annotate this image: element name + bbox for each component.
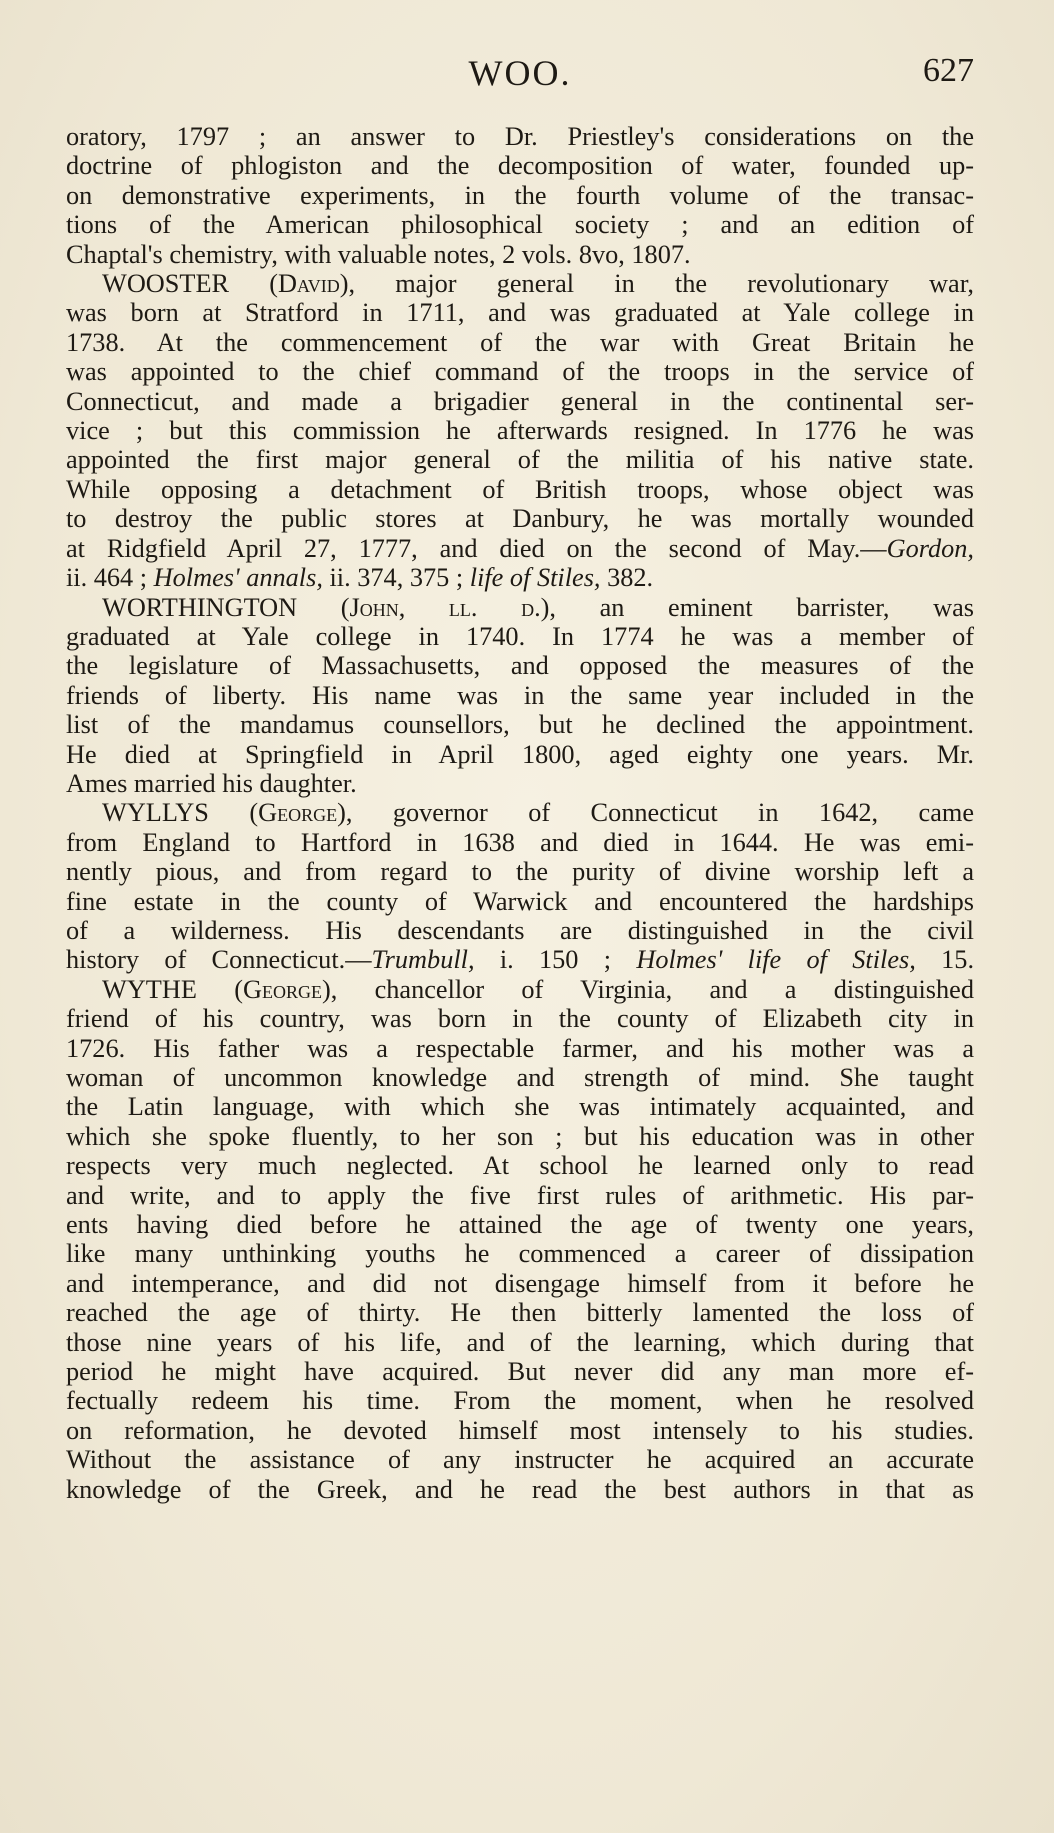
- text-line: and intemperance, and did not disengage himself from it before he: [66, 1268, 974, 1298]
- text-line: While opposing a detachment of British troops, whose object was: [66, 474, 974, 504]
- text-line: and write, and to apply the five first rules of arithmetic. His par-: [66, 1180, 974, 1210]
- entry-first-line: [66, 798, 974, 827]
- text-line: friend of his country, was born in the county of Elizabeth city in: [66, 1004, 974, 1034]
- text-line: [66, 945, 974, 974]
- citation: Holmes' life of Stiles,: [636, 945, 916, 975]
- text-line: He died at Springfield in April 1800, aged eighty one years. Mr.: [66, 739, 974, 769]
- text-line: Connecticut, and made a brigadier general in the continental ser-: [66, 386, 974, 416]
- text-line: period he might have acquired. But never did any man more ef-: [66, 1357, 974, 1387]
- text-line: knowledge of the Greek, and he read the best authors in that as: [66, 1474, 974, 1504]
- text-run: major general in the revolutionary war,: [355, 269, 974, 299]
- citation: Holmes' annals,: [153, 563, 323, 593]
- text-line: list of the mandamus counsellors, but he declined the appointment.: [66, 710, 974, 740]
- text-line: of a wilderness. His descendants are distinguished in the civil: [66, 915, 974, 945]
- text-line: vice ; but this commission he afterwards resigned. In 1776 he was: [66, 416, 974, 446]
- text-run: 15.: [915, 945, 975, 975]
- text-line: [66, 534, 974, 563]
- text-line: tions of the American philosophical society ; and an edition of: [66, 210, 974, 240]
- text-line: like many unthinking youths he commenced a career of dissipation: [66, 1239, 974, 1269]
- entry-first-line: [66, 975, 974, 1004]
- text-line: from England to Hartford in 1638 and died in 1644. He was emi-: [66, 827, 974, 857]
- page-header: [66, 52, 974, 112]
- text-line: Ames married his daughter.: [66, 768, 357, 798]
- text-line: to destroy the public stores at Danbury, he was mortally wounded: [66, 504, 974, 534]
- citation: Gordon,: [886, 533, 974, 563]
- text-line: doctrine of phlogiston and the decomposition of water, founded up-: [66, 151, 974, 181]
- text-line: Chaptal's chemistry, with valuable notes, 2 vols. 8vo, 1807.: [66, 239, 691, 269]
- page-number: 627: [923, 52, 974, 89]
- text-line: Without the assistance of any instructer he acquired an accurate: [66, 1445, 974, 1475]
- text-run: history of Connecticut.—: [66, 945, 372, 975]
- text-run: ii. 464 ;: [66, 563, 154, 593]
- entry-name: WORTHINGTON: [102, 592, 298, 622]
- entry-wyllys: [66, 798, 974, 974]
- text-line: respects very much neglected. At school he learned only to read: [66, 1151, 974, 1181]
- text-line: fectually redeem his time. From the moment, when he resolved: [66, 1386, 974, 1416]
- entry-worthington: [66, 593, 974, 799]
- text-line: which she spoke fluently, to her son ; but his education was in other: [66, 1121, 974, 1151]
- text-line: was born at Stratford in 1711, and was graduated at Yale college in: [66, 298, 974, 328]
- text-line: fine estate in the county of Warwick and encountered the hardships: [66, 886, 974, 916]
- text-run: chancellor of Virginia, and a distinguished: [337, 974, 974, 1004]
- text-line: 1738. At the commencement of the war with Great Britain he: [66, 327, 974, 357]
- running-head: WOO.: [468, 53, 572, 93]
- text-line: oratory, 1797 ; an answer to Dr. Priestley's considerations on the: [66, 122, 974, 151]
- text-line: graduated at Yale college in 1740. In 1774 he was a member of: [66, 621, 974, 651]
- text-line: appointed the first major general of the militia of his native state.: [66, 445, 974, 475]
- text-line: reached the age of thirty. He then bitterly lamented the loss of: [66, 1298, 974, 1328]
- text-line: was appointed to the chief command of the troops in the service of: [66, 357, 974, 387]
- text-line: woman of uncommon knowledge and strength of mind. She taught: [66, 1063, 974, 1092]
- entry-given-name: (David),: [269, 269, 356, 299]
- text-run: at Ridgfield April 27, 1777, and died on the second of May.—: [66, 533, 887, 563]
- entry-wythe: [66, 975, 974, 1504]
- text-run: i. 150 ;: [474, 945, 637, 975]
- text-line: those nine years of his life, and of the learning, which during that: [66, 1327, 974, 1357]
- entry-wooster: [66, 269, 974, 592]
- text-line: on demonstrative experiments, in the fourth volume of the transac-: [66, 180, 974, 210]
- text-line: friends of liberty. His name was in the same year included in the: [66, 680, 974, 710]
- text-line: the legislature of Massachusetts, and opposed the measures of the: [66, 651, 974, 681]
- text-line: [66, 563, 974, 592]
- text-line: nently pious, and from regard to the purity of divine worship left a: [66, 857, 974, 887]
- text-line: ents having died before he attained the age of twenty one years,: [66, 1210, 974, 1240]
- citation: Trumbull,: [371, 945, 475, 975]
- text-line: the Latin language, with which she was intimately acquainted, and: [66, 1092, 974, 1122]
- text-line: on reformation, he devoted himself most intensely to his studies.: [66, 1415, 974, 1445]
- text-run: governor of Connecticut in 1642, came: [352, 798, 974, 828]
- entry-given-name: (George),: [249, 798, 353, 828]
- entry-first-line: [66, 269, 974, 298]
- text-run: ii. 374, 375 ;: [322, 563, 470, 593]
- entry-name: WYTHE: [102, 974, 197, 1004]
- text-run: 382.: [600, 563, 654, 593]
- entry-name: WYLLYS: [102, 798, 209, 828]
- entry-continuation: [66, 122, 974, 269]
- text-run: an eminent barrister, was: [556, 592, 974, 622]
- entry-name: WOOSTER: [102, 269, 230, 299]
- entry-given-name: (George),: [234, 974, 338, 1004]
- citation: life of Stiles,: [469, 563, 601, 593]
- text-line: 1726. His father was a respectable farmer, and his mother was a: [66, 1033, 974, 1063]
- entry-first-line: [66, 593, 974, 622]
- body-text: [66, 122, 974, 1504]
- entry-given-name: (John, ll. d.),: [340, 592, 556, 622]
